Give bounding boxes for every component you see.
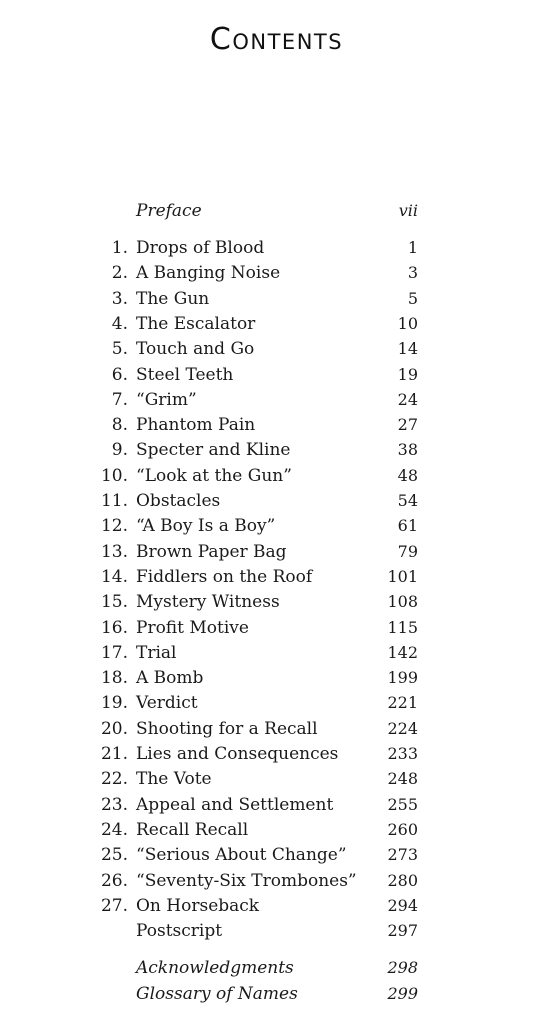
toc-entry-chapter: [0, 668, 553, 693]
toc-entry-chapter: [0, 440, 553, 465]
entry-title: Postscript: [136, 921, 223, 941]
page-number: 248: [387, 769, 418, 788]
toc-entry-chapter: [0, 339, 553, 364]
entry-title: Touch and Go: [136, 339, 255, 359]
page-number: 233: [387, 744, 418, 763]
toc-entry-chapter: [0, 289, 553, 314]
chapter-number: 13.: [100, 542, 128, 562]
entry-title: “Grim”: [136, 390, 197, 410]
page-number: 224: [387, 719, 418, 738]
chapter-number: 14.: [100, 567, 128, 587]
entry-title: Lies and Consequences: [136, 744, 339, 764]
page-number: 255: [387, 795, 418, 814]
entry-title: Fiddlers on the Roof: [136, 567, 313, 587]
entry-title: On Horseback: [136, 896, 260, 916]
page-number: 14: [397, 339, 418, 358]
chapter-number: 25.: [100, 845, 128, 865]
page-number: 3: [407, 263, 418, 282]
toc-entry-chapter: [0, 896, 553, 921]
entry-title: Shooting for a Recall: [136, 719, 318, 739]
toc-entry-chapter: [0, 795, 553, 820]
entry-title: Specter and Kline: [136, 440, 291, 460]
page-number: 54: [397, 491, 418, 510]
entry-title: Steel Teeth: [136, 365, 234, 385]
page-number: 294: [387, 896, 418, 915]
chapter-number: 19.: [100, 693, 128, 713]
page-number: 61: [397, 516, 418, 535]
chapter-number: 27.: [100, 896, 128, 916]
page-number: 19: [397, 365, 418, 384]
chapter-number: 16.: [100, 618, 128, 638]
page-number: 199: [387, 668, 418, 687]
entry-title: Preface: [136, 201, 202, 221]
entry-title: “A Boy Is a Boy”: [136, 516, 276, 536]
chapter-number: 8.: [111, 415, 128, 435]
toc-entry-chapter: [0, 871, 553, 896]
toc-entry-chapter: [0, 567, 553, 592]
page-number: 115: [387, 618, 418, 637]
toc-entry-chapter: [0, 845, 553, 870]
toc-entry-chapter: [0, 592, 553, 617]
page-number: 299: [387, 984, 418, 1003]
toc-entry-chapter: [0, 415, 553, 440]
chapter-number: 6.: [111, 365, 128, 385]
page-number: 1: [407, 238, 418, 257]
chapter-number: 21.: [100, 744, 128, 764]
chapter-number: 17.: [100, 643, 128, 663]
chapter-number: 22.: [100, 769, 128, 789]
chapter-number: 24.: [100, 820, 128, 840]
entry-title: The Vote: [136, 769, 212, 789]
chapter-number: 2.: [111, 263, 128, 283]
page-number: 298: [387, 958, 418, 977]
entry-title: Phantom Pain: [136, 415, 256, 435]
page-number: 142: [387, 643, 418, 662]
chapter-number: 18.: [100, 668, 128, 688]
chapter-number: 15.: [100, 592, 128, 612]
page-number: 27: [397, 415, 418, 434]
toc-entry-chapter: [0, 314, 553, 339]
toc-entry-chapter: [0, 466, 553, 491]
toc-entry-postscript: [0, 921, 553, 946]
toc-entry-back-matter: [0, 958, 553, 983]
toc-entry-chapter: [0, 769, 553, 794]
toc-entry-preface: [0, 201, 553, 226]
chapter-number: 11.: [100, 491, 128, 511]
toc-entry-chapter: [0, 516, 553, 541]
toc-entry-chapter: [0, 719, 553, 744]
chapter-number: 20.: [100, 719, 128, 739]
chapter-number: 5.: [111, 339, 128, 359]
entry-title: The Escalator: [136, 314, 256, 334]
page-title: Contents: [209, 22, 344, 57]
entry-title: Brown Paper Bag: [136, 542, 287, 562]
entry-title: Acknowledgments: [136, 958, 294, 978]
chapter-number: 12.: [100, 516, 128, 536]
entry-title: Trial: [136, 643, 177, 663]
entry-title: Glossary of Names: [136, 984, 298, 1004]
page-number: 108: [387, 592, 418, 611]
chapter-number: 1.: [111, 238, 128, 258]
page-number: 38: [397, 440, 418, 459]
chapter-number: 10.: [100, 466, 128, 486]
entry-title: A Banging Noise: [136, 263, 281, 283]
page-number: vii: [398, 201, 418, 220]
toc-entry-chapter: [0, 820, 553, 845]
entry-title: Obstacles: [136, 491, 221, 511]
entry-title: “Look at the Gun”: [136, 466, 292, 486]
page-number: 10: [397, 314, 418, 333]
page-number: 297: [387, 921, 418, 940]
entry-title: The Gun: [136, 289, 210, 309]
toc-entry-chapter: [0, 618, 553, 643]
entry-title: A Bomb: [136, 668, 204, 688]
entry-title: Profit Motive: [136, 618, 249, 638]
page-number: 221: [387, 693, 418, 712]
page-number: 101: [387, 567, 418, 586]
toc-entry-chapter: [0, 693, 553, 718]
page-number: 5: [407, 289, 418, 308]
toc-entry-chapter: [0, 744, 553, 769]
chapter-number: 23.: [100, 795, 128, 815]
toc-entry-chapter: [0, 643, 553, 668]
toc-entry-chapter: [0, 238, 553, 263]
chapter-number: 3.: [111, 289, 128, 309]
page-number: 48: [397, 466, 418, 485]
page-number: 280: [387, 871, 418, 890]
chapter-number: 26.: [100, 871, 128, 891]
page-number: 273: [387, 845, 418, 864]
chapter-number: 4.: [111, 314, 128, 334]
entry-title: “Serious About Change”: [136, 845, 347, 865]
page-number: 24: [397, 390, 418, 409]
entry-title: Appeal and Settlement: [136, 795, 334, 815]
chapter-number: 7.: [111, 390, 128, 410]
chapter-number: 9.: [111, 440, 128, 460]
toc-entry-chapter: [0, 365, 553, 390]
entry-title: Drops of Blood: [136, 238, 265, 258]
entry-title: Verdict: [136, 693, 198, 713]
toc-entry-chapter: [0, 542, 553, 567]
toc-entry-back-matter: [0, 984, 553, 1009]
entry-title: “Seventy-Six Trombones”: [136, 871, 357, 891]
page-number: 79: [397, 542, 418, 561]
toc-entry-chapter: [0, 263, 553, 288]
page-number: 260: [387, 820, 418, 839]
toc-entry-chapter: [0, 390, 553, 415]
entry-title: Recall Recall: [136, 820, 249, 840]
toc-entry-chapter: [0, 491, 553, 516]
entry-title: Mystery Witness: [136, 592, 280, 612]
